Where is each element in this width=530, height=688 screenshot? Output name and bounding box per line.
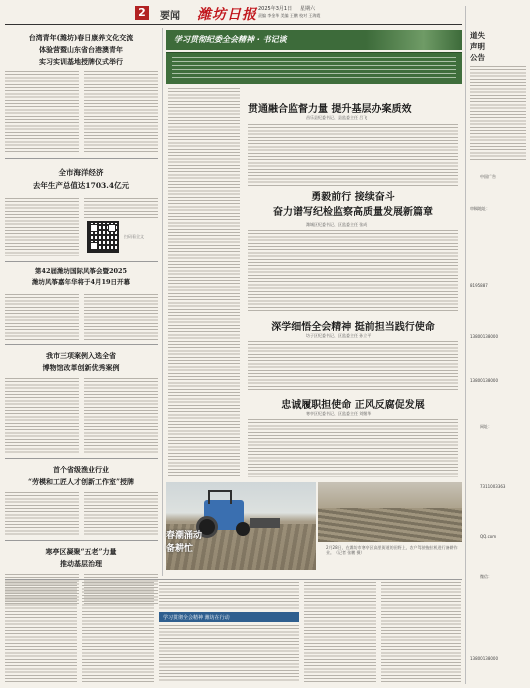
sidebar-title: 道失 声明 公告 — [470, 31, 485, 62]
story4-body-a — [5, 378, 79, 454]
page-number: 2 — [135, 6, 149, 20]
sidebar-label: 审稿地址： — [470, 206, 490, 211]
story3-body-b — [84, 294, 158, 340]
story4-title: 我市三项案例入选全省 博物馆改革创新优秀案例 — [42, 351, 120, 372]
story2-title: 全市海洋经济 去年生产总值达1703.4亿元 — [32, 168, 130, 190]
banner-decoration — [366, 30, 462, 50]
sidebar-label: QQ.com — [480, 534, 497, 539]
headline-1: 贯通融合监督力量 提升基层办案质效 — [248, 104, 412, 115]
notices — [470, 66, 526, 162]
masthead-rule — [5, 24, 462, 25]
phone-number: 13800138000 — [470, 378, 498, 383]
sidebar-label: 中国广告 — [480, 174, 496, 179]
issue-date: 2025年3月1日 — [258, 6, 293, 12]
story4-body-b — [84, 378, 158, 454]
issue-weekday: 星期六 — [300, 6, 316, 12]
bottom-divider — [5, 579, 462, 580]
section-name: 要闻 — [160, 11, 180, 22]
story1-body-a — [5, 71, 79, 153]
qr-caption: 扫码看全文 — [124, 234, 144, 239]
story2-qr-box — [84, 198, 158, 256]
headline-4: 忠诚履职担使命 正风反腐促发展 — [281, 400, 425, 411]
photo-caption-title: 春潮涌动 备耕忙 — [166, 531, 203, 554]
bottom-strip — [5, 582, 462, 684]
byline-3: 坊子区纪委书记、区监委主任 孙立平 — [306, 333, 372, 338]
phone-number: 13800138000 — [470, 656, 498, 661]
field-photo — [318, 482, 462, 542]
story1-title: 台湾青年(潍坊)春日康养文化交流 体验营暨山东省台港澳青年 实习实训基地授牌仪式举行 — [28, 33, 134, 66]
body-2 — [248, 230, 458, 312]
ad-banner: 学习贯彻全会精神 潍坊在行动 — [159, 612, 299, 622]
story2-body-a — [5, 198, 79, 256]
intro-deck — [166, 52, 462, 84]
body-4 — [248, 419, 458, 477]
body-1 — [248, 124, 458, 186]
bottom-ad — [159, 582, 299, 682]
headline-2: 勇毅前行 接续奋斗 奋力谱写纪检监察高质量发展新篇章 — [273, 192, 433, 218]
divider — [5, 344, 158, 345]
story1-body-b — [84, 71, 158, 153]
qr-code-icon[interactable] — [87, 221, 119, 253]
feature-leftcol-text — [168, 88, 240, 478]
story6-title: 寒亭区凝聚“五老”力量 推动基层治理 — [45, 547, 117, 568]
divider — [5, 158, 158, 159]
divider — [5, 458, 158, 459]
paper-logo: 潍坊日报 — [197, 7, 257, 23]
photo-credit: 2月28日，在潍坊市寒亭区高里街道的田野上，农户驾驶拖拉机进行备耕作业。（记者 张鹏 摄） — [326, 545, 458, 555]
editor-line: 责编 李金华 美编 王鹏 校对 王海霞 — [258, 13, 321, 18]
sidebar-label: 微信： — [480, 574, 492, 579]
sidebar-divider — [465, 6, 466, 684]
sidebar-label: 网址： — [480, 424, 492, 429]
story5-body-b — [84, 492, 158, 536]
right-sidebar — [468, 28, 528, 683]
byline-1: 昌乐县纪委书记、县监委主任 吕飞 — [306, 115, 368, 120]
banner — [166, 30, 462, 50]
tractor-photo — [166, 482, 316, 570]
story2-body-b — [84, 198, 158, 218]
banner-text: 学习贯彻纪委全会精神 · 书记谈 — [174, 35, 287, 44]
headline-3: 深学细悟全会精神 挺前担当践行使命 — [271, 322, 435, 333]
story3-title: 第42届潍坊国际风筝会暨2025 潍坊风筝嘉年华将于4月19日开幕 — [31, 267, 131, 286]
column-divider — [162, 28, 163, 576]
feature-block — [166, 30, 462, 576]
story5-body-a — [5, 492, 79, 536]
body-3 — [248, 341, 458, 391]
story5-title: 首个省级渔业行业 “劳模和工匠人才创新工作室”授牌 — [27, 465, 135, 486]
byline-2: 潍城区纪委书记、区监委主任 张成 — [306, 222, 368, 227]
masthead — [0, 0, 530, 26]
phone-number: 13800138000 — [470, 334, 498, 339]
phone-number: 7311003363 — [480, 484, 506, 489]
phone-number: 8195887 — [470, 283, 488, 288]
byline-4: 寒亭区纪委书记、区监委主任 刘继华 — [306, 411, 372, 416]
divider — [5, 540, 158, 541]
story3-body-a — [5, 294, 79, 340]
divider — [5, 261, 158, 262]
